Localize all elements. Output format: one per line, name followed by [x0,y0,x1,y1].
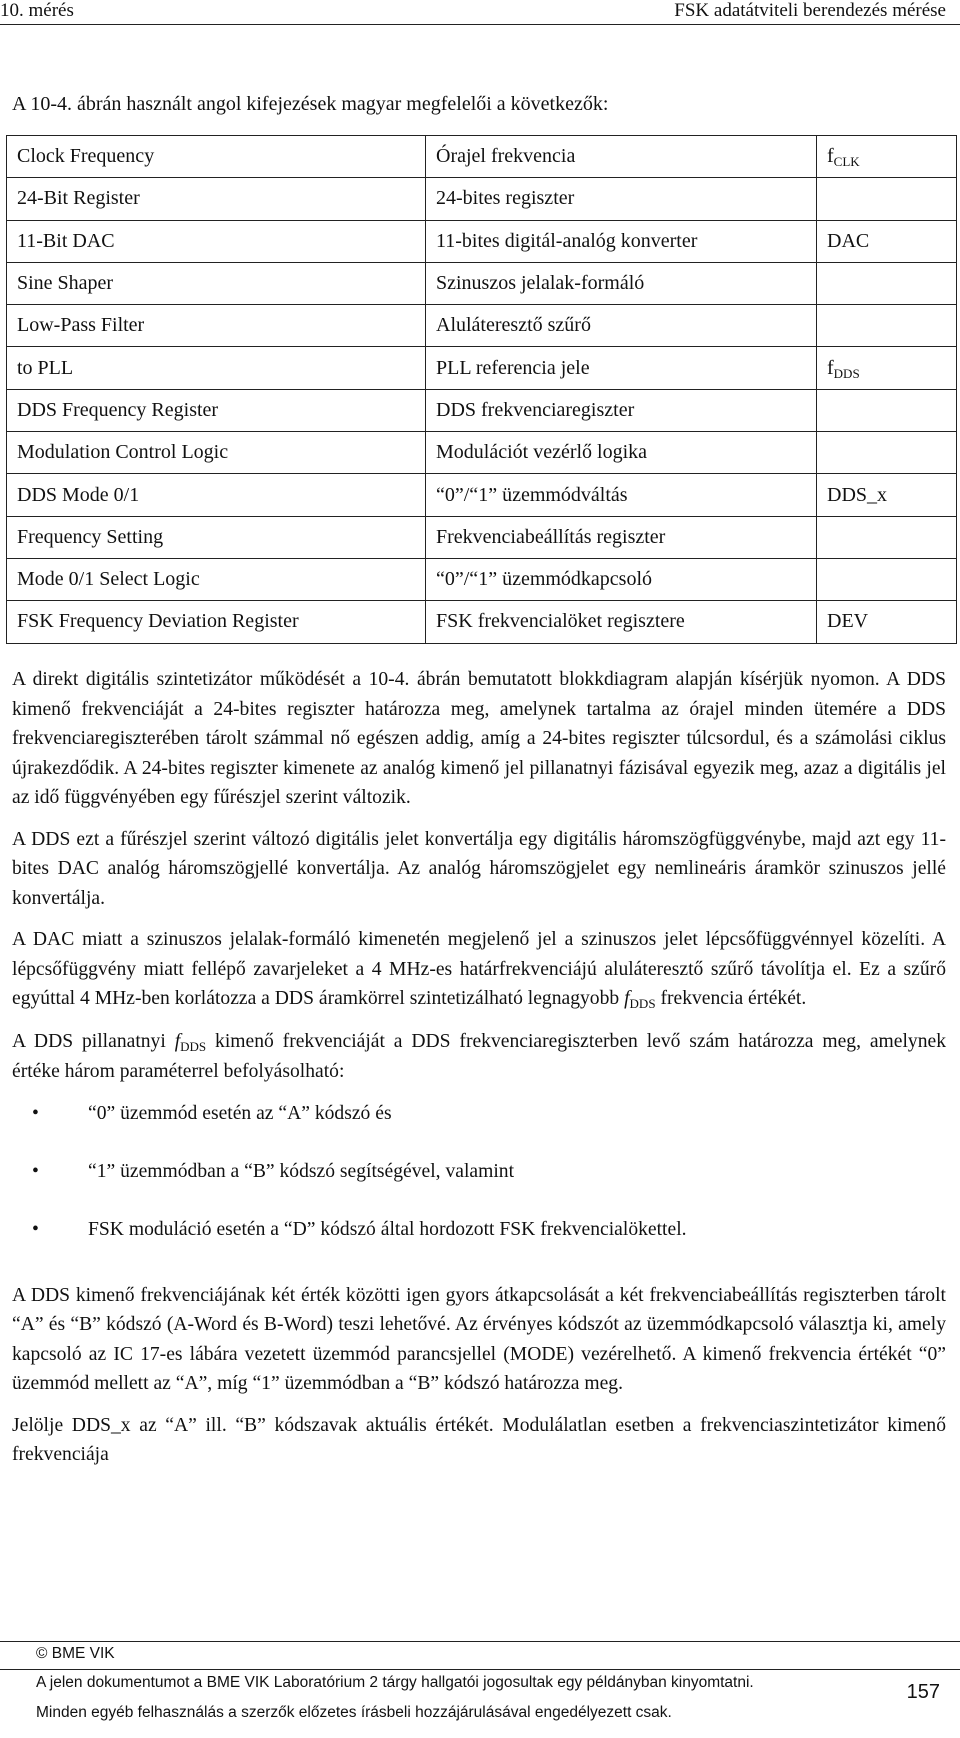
footer-divider [0,1641,960,1642]
glossary-hungarian-term: Modulációt vezérlő logika [426,432,817,474]
glossary-english-term: to PLL [7,347,426,389]
table-row [7,136,957,178]
glossary-symbol [817,305,957,347]
glossary-symbol: DDS_x [817,474,957,516]
table-row [7,558,957,600]
glossary-english-term: Mode 0/1 Select Logic [7,558,426,600]
table-row [7,389,957,431]
glossary-body [7,136,957,644]
glossary-hungarian-term: “0”/“1” üzemmódváltás [426,474,817,516]
glossary-symbol: $f_{CLK}$ [817,136,957,178]
page-number: 157 [906,1681,940,1703]
list-item: • “0” üzemmód esetén az “A” kódszó és [12,1099,946,1157]
glossary-symbol: DAC [817,220,957,262]
parameter-list [12,1099,946,1273]
glossary-english-term: FSK Frequency Deviation Register [7,601,426,643]
paragraph-3-text: A DAC miatt a szinuszos jelalak-formáló kimenetén megjelenő jel a szinuszos jelet lépcsőfüggvénnyel közelíti. A lépcsőfüggvény miatt fellépő zavarjeleket a 4 MHz-es határfrekvenciájú aluláteresztő szűrő távolítja el. Ez a szűrő egyúttal 4 MHz-ben korlátozza a DDS áramkörrel szintetizálható legnagyobb [12,929,946,1009]
table-row [7,601,957,643]
glossary-english-term: 24-Bit Register [7,178,426,220]
table-row [7,305,957,347]
table-row [7,220,957,262]
paragraph-4 [12,1027,946,1087]
glossary-english-term: Sine Shaper [7,262,426,304]
glossary-intro: A 10-4. ábrán használt angol kifejezések magyar megfelelői a következők: [12,93,609,115]
chapter-label: 10. mérés [0,0,74,21]
table-row [7,262,957,304]
glossary-english-term: DDS Mode 0/1 [7,474,426,516]
glossary-hungarian-term: PLL referencia jele [426,347,817,389]
footer-divider [0,1669,960,1670]
footer-note-2: Minden egyéb felhasználás a szerzők előzetes írásbeli hozzájárulásával engedélyezett csak. [36,1704,672,1721]
table-row [7,474,957,516]
glossary-symbol: $f_{DDS}$ [817,347,957,389]
glossary-symbol [817,432,957,474]
glossary-symbol [817,516,957,558]
glossary-english-term: Frequency Setting [7,516,426,558]
glossary-hungarian-term: DDS frekvenciaregiszter [426,389,817,431]
paragraph-5: A DDS kimenő frekvenciájának két érték közötti igen gyors átkapcsolását a két frekvenciabeállítás regiszterben tárolt “A” és “B” kódszó (A-Word és B-Word) teszi lehetővé. Az érvényes kódszót az üzemmódkapcsoló választja ki, amely kapcsoló az IC 17-es lábára vezetett üzemmód parancsjellel (MODE) vezérelhető. A kimenő frekvencia értékét “0” üzemmód mellett az “A”, míg “1” üzemmódban a “B” kódszó határozza meg. [12,1284,946,1394]
glossary-hungarian-term: FSK frekvencialöket regisztere [426,601,817,643]
glossary-symbol [817,262,957,304]
paragraph-3-end: frekvencia értékét. [660,988,807,1009]
glossary-hungarian-term: 11-bites digitál-analóg konverter [426,220,817,262]
glossary-symbol: DEV [817,601,957,643]
glossary-hungarian-term: 24-bites regiszter [426,178,817,220]
list-item: • FSK moduláció esetén a “D” kódszó által hordozott FSK frekvencialökettel. [12,1215,946,1273]
document-body [12,665,946,1482]
glossary-hungarian-term: Órajel frekvencia [426,136,817,178]
glossary-english-term: Low-Pass Filter [7,305,426,347]
glossary-english-term: 11-Bit DAC [7,220,426,262]
copyright: © BME VIK [36,1645,115,1662]
header-divider [0,24,960,25]
glossary-hungarian-term: “0”/“1” üzemmódkapcsoló [426,558,817,600]
glossary-hungarian-term: Szinuszos jelalak-formáló [426,262,817,304]
fdds-symbol: $f_{DDS}$ [624,988,656,1011]
paragraph-3 [12,925,946,1015]
table-row [7,347,957,389]
chapter-title: FSK adatátviteli berendezés mérése [674,0,946,21]
glossary-symbol [817,558,957,600]
glossary-english-term: Modulation Control Logic [7,432,426,474]
glossary-table [6,135,957,644]
glossary-english-term: DDS Frequency Register [7,389,426,431]
table-row [7,178,957,220]
table-row [7,516,957,558]
glossary-hungarian-term: Frekvenciabeállítás regiszter [426,516,817,558]
paragraph-6: Jelölje DDS_x az “A” ill. “B” kódszavak aktuális értékét. Modulálatlan esetben a frekvenciaszintetizátor kimenő frekvenciája [12,1414,946,1465]
list-item: • “1” üzemmódban a “B” kódszó segítségével, valamint [12,1157,946,1215]
glossary-hungarian-term: Aluláteresztő szűrő [426,305,817,347]
glossary-symbol [817,389,957,431]
table-row [7,432,957,474]
page-header [0,0,960,24]
paragraph-4-start: A DDS pillanatnyi [12,1030,166,1052]
footer-note-1: A jelen dokumentumot a BME VIK Laboratórium 2 tárgy hallgatói jogosultak egy példányban kinyomtatni. [36,1674,754,1691]
fdds-symbol: $f_{DDS}$ [174,1030,207,1054]
glossary-symbol [817,178,957,220]
paragraph-4-text: kimenő frekvenciáját a DDS frekvenciaregiszterben levő szám határozza meg, amelynek értéke három paraméterrel befolyásolható: [12,1030,946,1082]
paragraph-1: A direkt digitális szintetizátor működését a 10-4. ábrán bemutatott blokkdiagram alapján kísérjük nyomon. A DDS kimenő frekvenciáját a 24-bites regiszter határozza meg, amelynek tartalma az órajel minden ütemére a DDS frekvenciaregiszterében tárolt számmal nő egészen addig, amíg a 24-bites regiszter túlcsordul, és a számolási ciklus újrakezdődik. A 24-bites regiszter kimenete az analóg kimenő jel pillanatnyi fázisával egyezik meg, azaz a digitális jel az idő függvényében egy fűrészjel szerint változik. [12,669,946,808]
paragraph-2: A DDS ezt a fűrészjel szerint változó digitális jelet konvertálja egy digitális háromszögfüggvénybe, majd azt egy 11-bites DAC analóg háromszögjellé konvertálja. Az analóg háromszögjelet egy nemlineáris áramkör szinuszos jellé konvertálja. [12,828,946,909]
glossary-english-term: Clock Frequency [7,136,426,178]
